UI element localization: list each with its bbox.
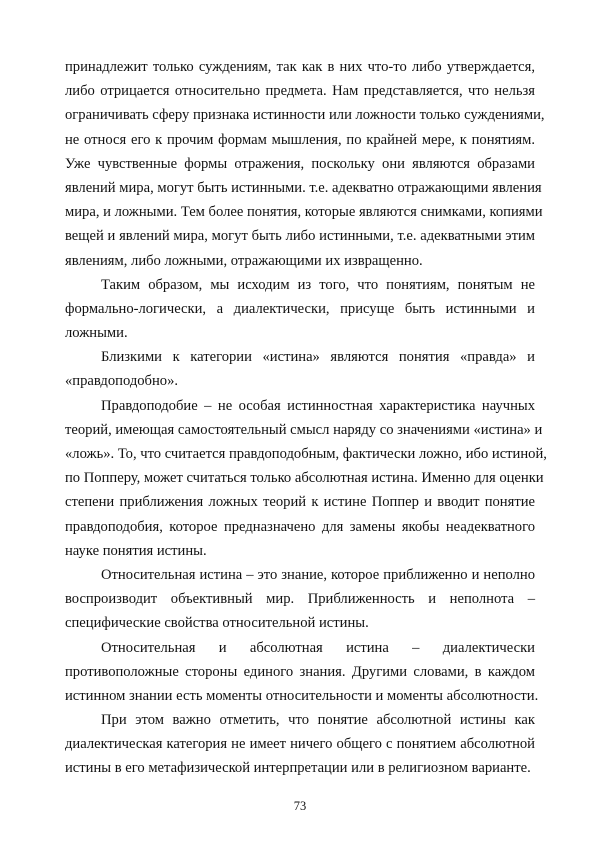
text-line: ложными. [65,325,128,342]
text-line: формально-логически, а диалектически, присуще быть истинными и [65,300,535,317]
text-line: Правдоподобие – не особая истинностная характеристика научных [101,397,535,414]
text-line: ограничивать сферу признака истинности или ложности только суждениями, [65,107,545,124]
body-text [65,55,547,781]
text-line: При этом важно отметить, что понятие абсолютной истины как [101,712,535,729]
text-line: либо отрицается относительно предмета. Нам представляется, что нельзя [65,83,535,100]
text-line: по Попперу, может считаться только абсолютная истина. Именно для оценки [65,470,544,487]
text-line: Таким образом, мы исходим из того, что понятиям, понятым не [101,276,535,293]
text-line: противоположные стороны единого знания. Другими словами, в каждом [65,663,535,680]
paragraph [65,55,545,273]
text-line: истинном знании есть моменты относительности и моменты абсолютности. [65,687,539,704]
text-line: специфические свойства относительной истины. [65,615,369,632]
paragraph [65,345,535,393]
text-line: явлениям, либо ложными, отражающими их извращенно. [65,252,423,269]
paragraph [65,563,535,636]
text-line: истины в его метафизической интерпретации или в религиозном варианте. [65,760,531,777]
text-line: принадлежит только суждениям, так как в них что-то либо утверждается, [65,59,535,75]
paragraph [65,708,535,781]
text-line: диалектическая категория не имеет ничего общего с понятием абсолютной [65,736,535,753]
text-line: «правдоподобно». [65,373,179,390]
text-line: правдоподобия, которое предназначено для замены якобы неадекватного [65,518,535,535]
paragraph [65,394,547,563]
text-line: Близкими к категории «истина» являются понятия «правда» и [101,349,535,366]
text-line: Относительная и абсолютная истина – диалектически [101,639,535,656]
text-line: мира, и ложными. Тем более понятия, которые являются снимками, копиями [65,204,543,221]
text-line: степени приближения ложных теорий к истине Поппер и вводит понятие [65,494,535,511]
text-line: теорий, имеющая самостоятельный смысл наряду со значениями «истина» и [65,421,543,438]
text-line: воспроизводит объективный мир. Приближенность и неполнота – [65,591,535,608]
text-line: явлений мира, могут быть истинными. т.е. адекватно отражающими явления [65,179,542,196]
page-number: 73 [293,799,307,813]
text-line: не относя его к прочим формам мышления, по крайней мере, к понятиям. [65,131,535,148]
text-line: Относительная истина – это знание, которое приближенно и неполно [101,566,535,583]
text-line: «ложь». То, что считается правдоподобным, фактически ложно, ибо истиной, [65,446,547,462]
text-line: вещей и явлений мира, могут быть либо истинными, т.е. адекватными этим [65,228,535,245]
paragraph [65,273,535,346]
paragraph [65,636,539,709]
text-line: Уже чувственные формы отражения, поскольку они являются образами [65,155,535,172]
text-line: науке понятия истины. [65,542,207,559]
